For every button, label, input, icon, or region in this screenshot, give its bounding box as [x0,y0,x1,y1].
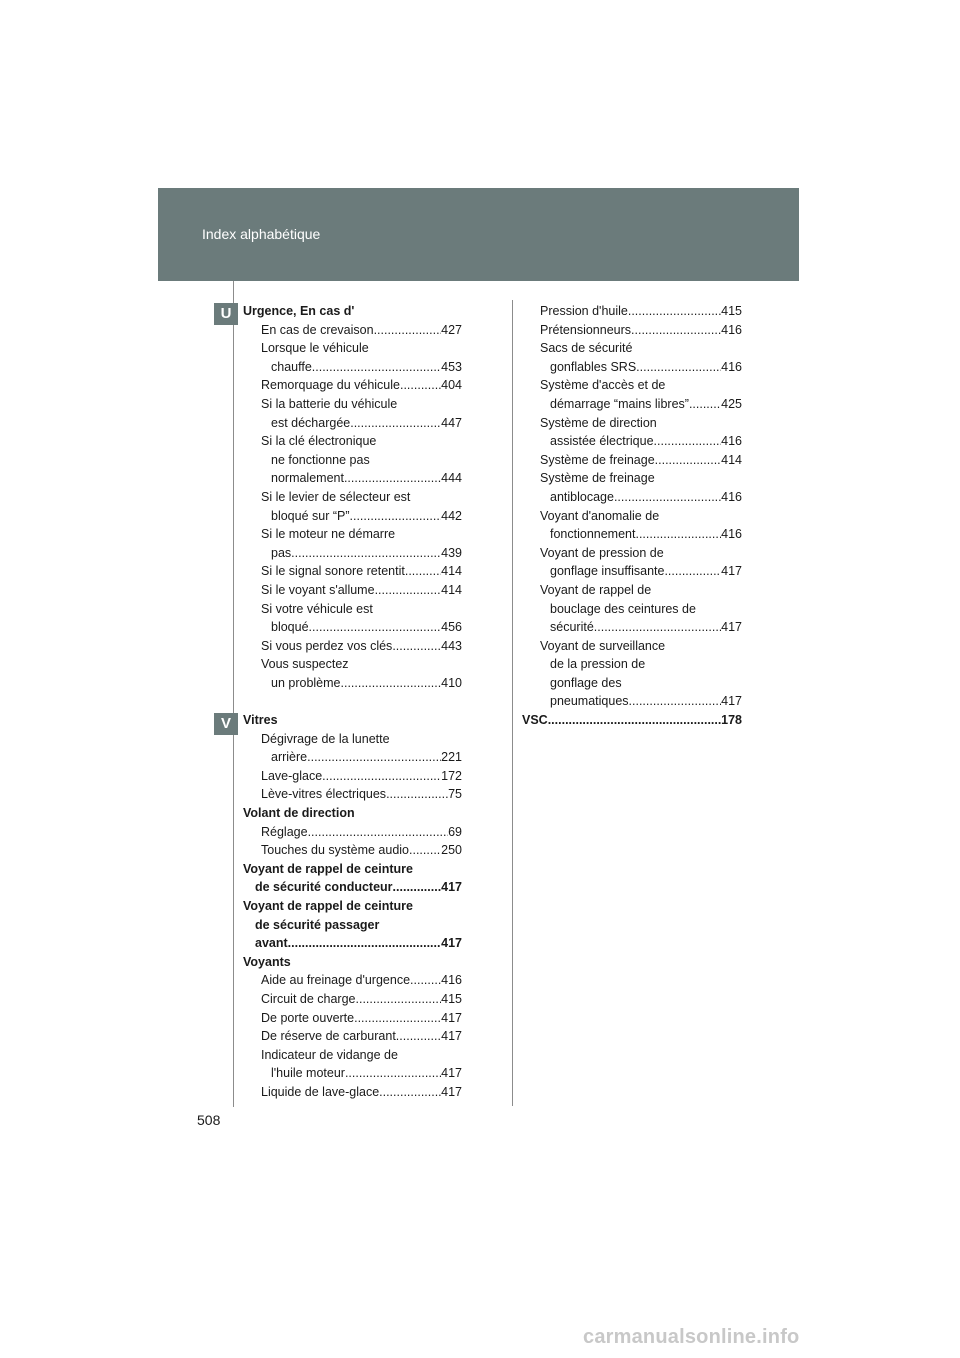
entry-text: Si la clé électronique [261,434,377,449]
page-ref: 425 [721,396,742,411]
index-entry [243,897,462,916]
index-subentry [522,339,742,358]
dot-leader [410,971,441,990]
dot-leader [291,544,441,563]
dot-leader [374,321,442,340]
dot-leader [614,488,721,507]
entry-text: Voyant de rappel de ceinture [243,861,413,876]
page-ref: 416 [721,527,742,542]
index-subentry [243,469,462,488]
entry-text: Si le moteur ne démarre [261,527,396,542]
index-subentry [522,600,742,619]
dot-leader [322,767,441,786]
entry-text: Volant de direction [243,806,355,821]
index-entry [522,711,742,730]
index-subentry [243,730,462,749]
entry-text: sécurité [550,620,594,635]
page-ref: 417 [721,694,742,709]
page-ref: 427 [441,322,462,337]
dot-leader [350,414,441,433]
index-subentry [243,674,462,693]
index-subentry [243,1083,462,1102]
index-subentry [243,600,462,619]
entry-text: Si votre véhicule est [261,601,373,616]
index-subentry [522,488,742,507]
index-subentry [522,432,742,451]
dot-leader [356,990,442,1009]
page-ref: 417 [721,564,742,579]
page-ref: 417 [441,1029,462,1044]
entry-text: Voyant d'anomalie de [540,508,660,523]
index-subentry [522,655,742,674]
entry-text: Système de freinage [540,471,655,486]
page-ref: 250 [441,843,462,858]
page-ref: 417 [441,880,462,895]
index-subentry [522,525,742,544]
entry-text: Touches du système audio [261,843,410,858]
dot-leader [654,432,722,451]
page-ref: 453 [441,359,462,374]
page-ref: 416 [721,489,742,504]
entry-text: pas [271,545,292,560]
page-ref: 69 [448,824,462,839]
index-subentry [522,507,742,526]
entry-text: Si le signal sonore retentit [261,564,405,579]
entry-text: Circuit de charge [261,991,356,1006]
header-title: Index alphabétique [202,226,321,242]
entry-text: VSC [522,713,548,728]
dot-leader [664,562,721,581]
index-subentry [243,823,462,842]
entry-text: Voyants [243,954,291,969]
entry-text: Pression d'huile [540,304,628,318]
letter-tab-v: V [214,713,238,735]
index-entry [243,711,462,730]
entry-text: chauffe [271,359,312,374]
page-ref: 443 [441,638,462,653]
index-subentry [243,451,462,470]
dot-leader [341,674,442,693]
page-ref: 416 [721,322,742,337]
entry-text: de sécurité conducteur [255,880,393,895]
index-subentry [243,990,462,1009]
dot-leader [307,748,441,767]
index-subentry [243,395,462,414]
dot-leader [344,469,441,488]
entry-text: ne fonctionne pas [271,452,370,467]
page-ref: 221 [441,750,462,765]
index-subentry [522,581,742,600]
entry-text: gonflables SRS [550,359,637,374]
index-subentry [522,451,742,470]
page-ref: 414 [721,452,742,467]
index-subentry [243,971,462,990]
page-ref: 417 [721,620,742,635]
index-subentry [243,581,462,600]
entry-text: Voyant de rappel de [540,582,652,597]
dot-leader [379,1083,441,1102]
entry-text: de la pression de [550,657,646,672]
page-ref: 417 [441,1066,462,1081]
index-entry [243,804,462,823]
index-subentry [243,321,462,340]
page-ref: 415 [441,991,462,1006]
entry-text: Si le levier de sélecteur est [261,489,411,504]
index-column-right [522,302,742,730]
index-subentry [243,488,462,507]
margin-rule [233,281,234,1107]
dot-leader [631,321,721,340]
entry-text: Indicateur de vidange de [261,1047,398,1062]
dot-leader [396,1027,441,1046]
index-subentry [243,878,462,897]
entry-text: avant [255,936,288,951]
index-entry [243,302,462,321]
index-subentry [522,395,742,414]
entry-text: Si le voyant s'allume [261,582,375,597]
entry-text: un problème [271,675,341,690]
index-entry [243,953,462,972]
index-subentry [243,618,462,637]
entry-text: De réserve de carburant [261,1029,396,1044]
index-subentry [243,1064,462,1083]
index-subentry [243,432,462,451]
dot-leader [392,637,441,656]
entry-text: Si vous perdez vos clés [261,638,393,653]
entry-text: est déchargée [271,415,351,430]
page-ref: 410 [441,675,462,690]
entry-text: Remorquage du véhicule [261,378,400,393]
index-subentry [243,358,462,377]
page-ref: 404 [441,378,462,393]
index-subentry [243,1009,462,1028]
index-subentry [243,376,462,395]
watermark: carmanualsonline.info [583,1326,800,1348]
index-subentry [243,507,462,526]
entry-text: Vitres [243,713,278,728]
index-subentry [243,785,462,804]
entry-text: Si la batterie du véhicule [261,396,398,411]
page-ref: 456 [441,620,462,635]
entry-text: antiblocage [550,489,614,504]
dot-leader [400,376,441,395]
letter-tab-u: U [214,303,238,325]
dot-leader [393,878,442,897]
entry-text: fonctionnement [550,527,636,542]
index-column-left [243,302,462,1102]
entry-text: Système de direction [540,415,657,430]
page-number: 508 [197,1112,221,1128]
entry-text: Voyant de surveillance [540,638,666,653]
entry-text: Lève-vitres électriques [261,787,387,802]
page-ref: 417 [441,1084,462,1099]
index-subentry [243,414,462,433]
page-ref: 172 [441,768,462,783]
page-ref: 414 [441,582,462,597]
dot-leader [309,618,442,637]
dot-leader [629,692,722,711]
page-ref: 414 [441,564,462,579]
index-subentry [243,339,462,358]
index-subentry [243,525,462,544]
entry-text: l'huile moteur [271,1066,345,1081]
dot-leader [386,785,448,804]
entry-text: gonflage des [550,675,622,690]
entry-text: bouclage des ceintures de [550,601,696,616]
section-gap [243,692,462,711]
dot-leader [405,562,441,581]
page-ref: 447 [441,415,462,430]
entry-text: bloqué sur “P” [271,508,350,523]
index-subentry [522,692,742,711]
entry-text: de sécurité passager [255,917,380,932]
entry-text: Vous suspectez [261,657,349,672]
index-subentry [243,916,462,935]
index-subentry [522,544,742,563]
index-subentry [243,1046,462,1065]
dot-leader [375,581,442,600]
index-subentry [522,376,742,395]
dot-leader [312,358,441,377]
dot-leader [308,823,449,842]
index-subentry [243,767,462,786]
dot-leader [628,302,721,321]
entry-text: Prétensionneurs [540,322,632,337]
index-subentry [243,544,462,563]
page-ref: 442 [441,508,462,523]
dot-leader [635,525,721,544]
entry-text: Dégivrage de la lunette [261,731,390,746]
dot-leader [288,934,441,953]
dot-leader [594,618,721,637]
entry-text: Urgence, En cas d' [243,304,355,318]
entry-text: En cas de crevaison [261,322,374,337]
page-ref: 416 [721,359,742,374]
index-subentry [243,934,462,953]
page-ref: 416 [441,973,462,988]
entry-text: Voyant de rappel de ceinture [243,899,413,913]
entry-text: assistée électrique [550,434,654,449]
entry-text: démarrage “mains libres” [550,396,689,411]
dot-leader [409,841,441,860]
dot-leader [350,507,442,526]
entry-text: Réglage [261,824,308,839]
dot-leader [548,711,721,730]
index-subentry [243,748,462,767]
index-subentry [522,637,742,656]
entry-text: Lave-glace [261,768,323,783]
dot-leader [354,1009,441,1028]
entry-text: Système de freinage [540,452,655,467]
index-subentry [522,618,742,637]
index-subentry [522,321,742,340]
entry-text: Voyant de pression de [540,545,664,560]
entry-text: Lorsque le véhicule [261,341,369,356]
dot-leader [655,451,721,470]
dot-leader [636,358,721,377]
page-ref: 178 [721,713,742,728]
index-subentry [243,841,462,860]
entry-text: normalement [271,471,344,486]
page-ref: 444 [441,471,462,486]
page-ref: 417 [441,1010,462,1025]
column-divider [512,300,513,1106]
entry-text: arrière [271,750,308,765]
index-subentry [522,414,742,433]
entry-text: Liquide de lave-glace [261,1084,380,1099]
page-ref: 417 [441,936,462,951]
index-subentry [243,1027,462,1046]
entry-text: Aide au freinage d'urgence [261,973,411,988]
index-entry [243,860,462,879]
page-header [158,188,799,281]
page-ref: 75 [448,787,462,802]
index-subentry [522,674,742,693]
index-subentry [243,562,462,581]
entry-text: Système d'accès et de [540,378,666,393]
entry-text: bloqué [271,620,309,635]
dot-leader [689,395,721,414]
entry-text: gonflage insuffisante [550,564,665,579]
index-subentry [522,302,742,321]
entry-text: Sacs de sécurité [540,341,633,356]
dot-leader [345,1064,441,1083]
index-subentry [522,469,742,488]
page-ref: 415 [721,304,742,318]
index-subentry [522,358,742,377]
entry-text: De porte ouverte [261,1010,355,1025]
index-subentry [522,562,742,581]
entry-text: pneumatiques [550,694,629,709]
index-subentry [243,637,462,656]
page-ref: 416 [721,434,742,449]
page-ref: 439 [441,545,462,560]
index-subentry [243,655,462,674]
